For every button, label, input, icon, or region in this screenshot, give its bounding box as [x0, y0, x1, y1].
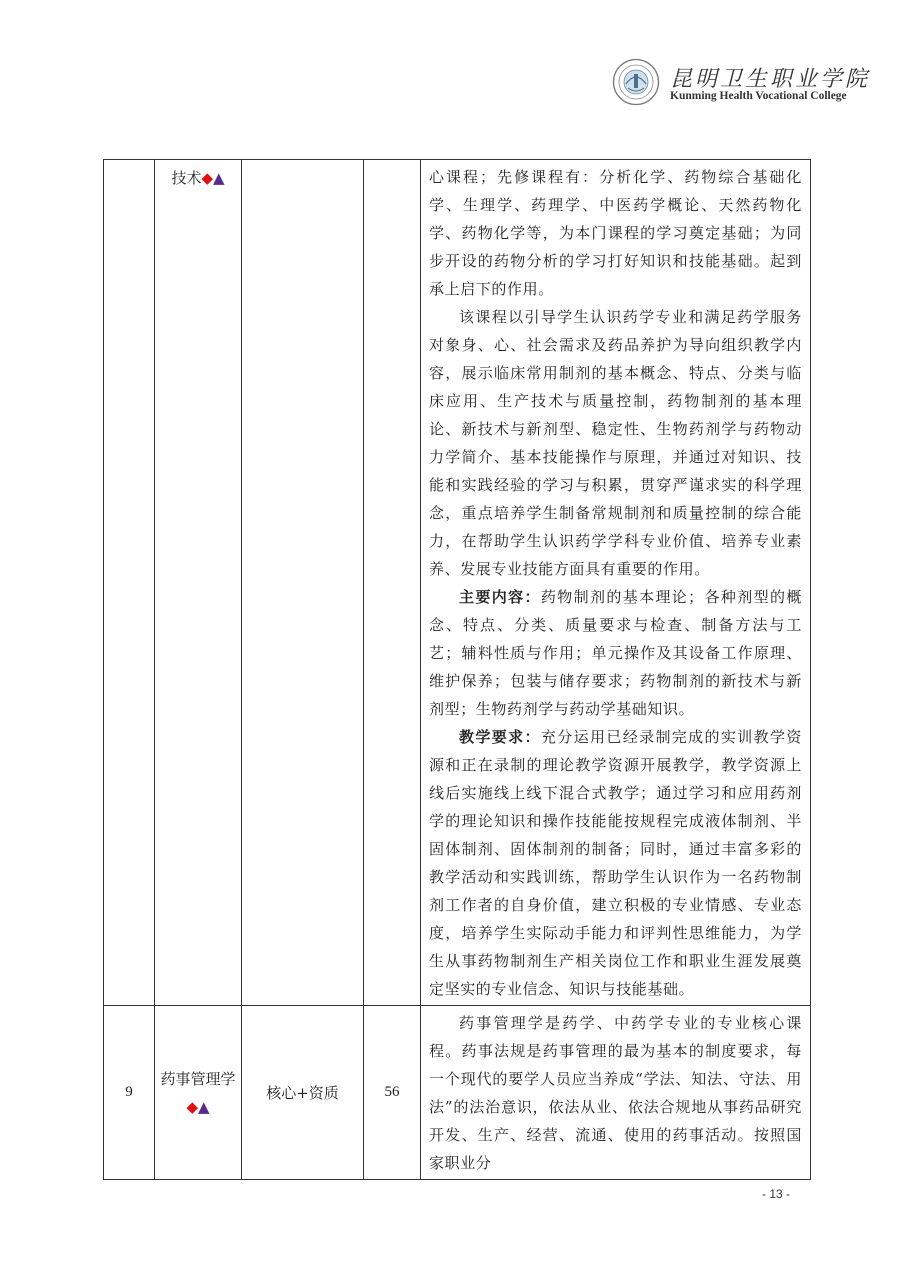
paragraph-lead: 主要内容： [459, 588, 541, 606]
table-row [104, 160, 811, 1006]
course-description [421, 160, 811, 1006]
row-index: 9 [104, 1006, 155, 1180]
college-seal-icon [612, 58, 660, 106]
paragraph-lead: 教学要求： [459, 728, 541, 746]
description-paragraph: 心课程；先修课程有：分析化学、药物综合基础化学、生理学、药理学、中医药学概论、天然药物化学、药物化学等，为本门课程的学习奠定基础；为同步开设的药物分析的学习打好知识和技能基础。起到承上启下的作用。 [429, 168, 802, 298]
description-paragraph: 药事管理学是药学、中药学专业的专业核心课程。药事法规是药事管理的最为基本的制度要求，每一个现代的要学人员应当养成“学法、知法、守法、用法”的法治意识，依法从业、依法合规地从事药品研究开发、生产、经营、流通、使用的药事活动。按照国家职业分 [429, 1014, 802, 1172]
college-logo [612, 58, 872, 108]
course-type [242, 160, 364, 1006]
course-hours: 56 [364, 1006, 421, 1180]
table-row [104, 1006, 811, 1180]
course-name: 药事管理学 [160, 1069, 236, 1088]
row-index [104, 160, 155, 1006]
page-number: - 13 - [762, 1187, 791, 1201]
triangle-marker: ▲ [198, 1097, 210, 1116]
course-table [103, 159, 811, 1180]
course-name: 技术 [171, 169, 202, 187]
college-name-en: Kunming Health Vocational College [670, 90, 847, 102]
description-paragraph: 该课程以引导学生认识药学专业和满足药学服务对象身、心、社会需求及药品养护为导向组织教学内容，展示临床常用制剂的基本概念、特点、分类与临床应用、生产技术与质量控制，药物制剂的基本理论、新技术与新剂型、稳定性、生物药剂学与药物动力学简介、基本技能操作与原理，并通过对知识、技能和实践经验的学习与积累，贯穿严谨求实的科学理念，重点培养学生制备常规制剂和质量控制的综合能力，在帮助学生认识药学学科专业价值、培养专业素养、发展专业技能方面具有重要的作用。 [429, 308, 802, 578]
diamond-marker: ◆ [186, 1097, 198, 1116]
description-paragraph: 教学要求：充分运用已经录制完成的实训教学资源和正在录制的理论教学资源开展教学，教学资源上线后实施线上线下混合式教学；通过学习和应用药剂学的理论知识和操作技能能按规程完成液体制剂、半固体制剂、固体制剂的制备；同时，通过丰富多彩的教学活动和实践训练，帮助学生认识作为一名药物制剂工作者的自身价值，建立积极的专业情感、专业态度，培养学生实际动手能力和评判性思维能力，为学生从事药物制剂生产相关岗位工作和职业生涯发展奠定坚实的专业信念、知识与技能基础。 [429, 728, 802, 998]
course-description [421, 1006, 811, 1180]
course-name-cell [155, 160, 242, 1006]
course-type: 核心+资质 [242, 1006, 364, 1180]
triangle-marker: ▲ [213, 169, 225, 187]
diamond-marker: ◆ [201, 169, 213, 187]
course-name-cell [155, 1006, 242, 1180]
description-paragraph: 主要内容：药物制剂的基本理论；各种剂型的概念、特点、分类、质量要求与检查、制备方法与工艺；辅料性质与作用；单元操作及其设备工作原理、维护保养；包装与储存要求；药物制剂的新技术与新剂型；生物药剂学与药动学基础知识。 [429, 588, 802, 718]
course-hours [364, 160, 421, 1006]
college-name-cn: 昆明卫生职业学院 [670, 67, 871, 92]
